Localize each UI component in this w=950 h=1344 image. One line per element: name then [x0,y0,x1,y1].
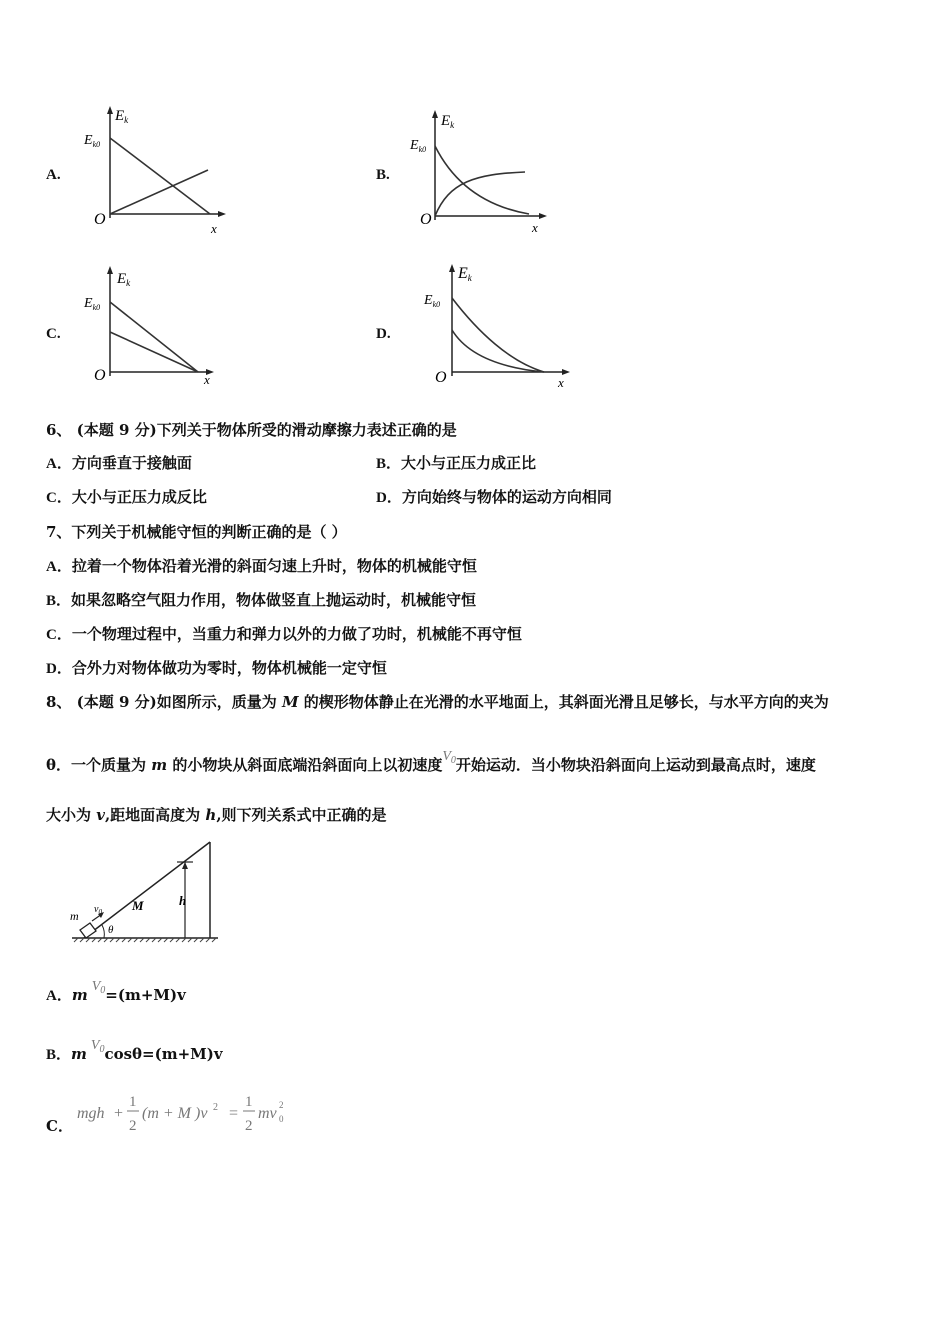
q8-option-c-label[interactable]: C． [46,1117,73,1135]
option-label: B． [376,456,402,472]
curve-decreasing [435,146,529,214]
graph-a [80,100,240,235]
curve-upper [452,298,544,372]
exponent-2: 2 [279,1100,284,1110]
label-theta: θ [108,924,114,936]
option-text: 如果忽略空气阻力作用，物体做竖直上抛运动时，机械能守恒 [71,591,477,609]
label-h: h [179,893,187,908]
theta-arc [102,925,104,938]
q6-option-d[interactable] [376,487,612,508]
q8-option-c-formula [74,1088,304,1140]
q6-option-a[interactable] [46,453,192,474]
y0-label: $E_{k0}$ [410,138,427,154]
term-mv0: mv [258,1105,277,1122]
option-label: A． [46,456,72,472]
equation-rest: cosθ=(m+M)v [104,1045,223,1063]
curve-lower [452,330,544,372]
x-arrow [218,211,226,217]
block-m [80,923,96,938]
mass-m: m [71,1045,87,1063]
q7-option-b[interactable] [46,590,476,611]
origin-label: O [94,211,106,228]
q6-option-b[interactable] [376,453,536,474]
curve-increasing [110,170,208,214]
v0-symbol: $V_0$ [91,979,106,996]
option-text: 方向垂直于接触面 [71,454,192,472]
origin-label: O [94,367,106,384]
y-arrow [107,266,113,274]
q7-option-a[interactable] [46,556,477,577]
y-arrow [449,264,455,272]
option-label: D． [376,490,402,506]
y-label: $E_k$ [117,271,131,288]
q8-stem-line3: 大小为 v,距地面高度为 h,则下列关系式中正确的是 [46,806,387,824]
option-label: D． [46,661,72,677]
exponent: 2 [213,1102,218,1113]
x-label: x [532,220,538,235]
term-mgh: mgh [77,1105,105,1122]
option-label: B． [46,1047,72,1063]
wedge-slope [84,842,210,938]
y-arrow [432,110,438,118]
fraction-numerator: 1 [129,1094,137,1110]
equation-rest: =(m+M)v [105,986,186,1004]
y-label: Ek [458,265,472,283]
q7-stem: 7、下列关于机械能守恒的判断正确的是（ ） [46,523,347,541]
x-label: x [558,375,564,390]
v0-symbol: $V_0$ [442,749,456,766]
option-text: 合外力对物体做功为零时，物体机械能一定守恒 [71,659,387,677]
graph-b [405,104,565,239]
v0-symbol: $V_0$ [90,1038,105,1055]
q6-stem: 6、 (本题 9 分)下列关于物体所受的滑动摩擦力表述正确的是 [46,421,457,439]
mass-m: m [71,986,88,1004]
option-label: C． [46,627,72,643]
fraction-numerator-2: 1 [245,1094,253,1110]
option-label: A． [46,559,72,575]
plus-sign: + [114,1105,124,1122]
line-upper [110,302,198,372]
y-arrow [107,106,113,114]
option-a-label: A. [46,167,61,183]
wedge-figure [64,832,226,947]
y0-label: $E_{k0}$ [84,296,101,312]
x-arrow [539,213,547,219]
option-text: 大小与正压力成反比 [71,488,207,506]
q8-stem-line2: θ．一个质量为 m 的小物块从斜面底端沿斜面向上以初速度$V_0$开始运动．当小物块沿斜面向上运动到最高点时，速度 [46,749,816,774]
fraction-denominator-2: 2 [245,1118,253,1134]
option-text: 大小与正压力成正比 [401,454,537,472]
graph-c [80,262,240,397]
graph-d [418,260,588,395]
q6-option-c[interactable] [46,487,207,508]
option-text: 方向始终与物体的运动方向相同 [401,488,612,506]
label-m: m [70,909,79,923]
y0-label: $E_{k0}$ [424,293,441,309]
origin-label: O [420,211,432,228]
origin-label: O [435,369,447,386]
subscript-0: 0 [279,1114,284,1124]
equals-sign: = [229,1105,239,1122]
option-b-label: B. [376,167,390,183]
x-label: x [204,372,210,387]
term-mMv: (m + M )v [142,1105,208,1122]
label-M: M [132,898,144,913]
option-text: 拉着一个物体沿着光滑的斜面匀速上升时，物体的机械能守恒 [71,557,477,575]
option-text: 一个物理过程中，当重力和弹力以外的力做了功时，机械能不再守恒 [71,625,522,643]
option-d-label: D. [376,326,391,342]
q8-option-b[interactable] [46,1038,223,1067]
option-label: A． [46,988,72,1004]
option-c-label: C. [46,326,61,342]
q8-stem-line1: 8、 (本题 9 分)如图所示，质量为 M 的楔形物体静止在光滑的水平地面上，其斜面光滑且足够长，与水平方向的夹为 [46,693,829,711]
option-label: C． [46,490,72,506]
q7-option-c[interactable] [46,624,522,645]
label-v0: $v_0$ [94,904,102,916]
option-label: B． [46,593,72,609]
q8-option-a[interactable] [46,979,186,1008]
q7-option-d[interactable] [46,658,387,679]
y-label: $E_k$ [115,108,129,125]
fraction-denominator: 2 [129,1118,137,1134]
y0-label: $E_{k0}$ [84,133,101,149]
y-label: $E_k$ [441,113,455,130]
x-label: x [211,221,217,235]
